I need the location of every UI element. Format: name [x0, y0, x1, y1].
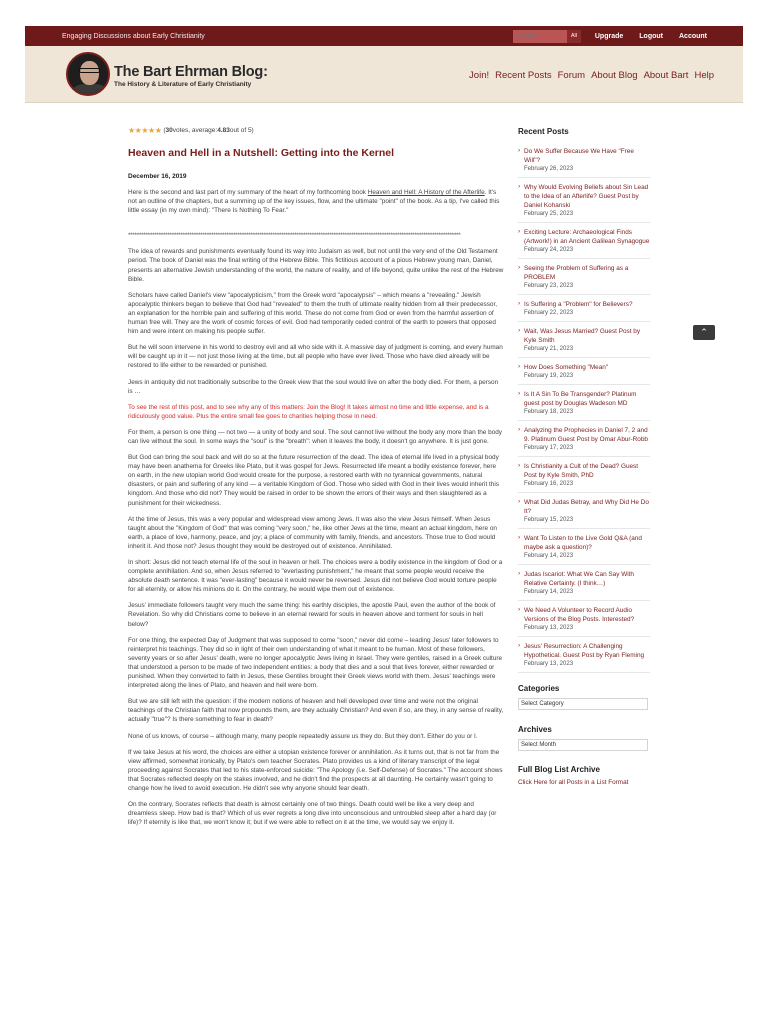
recent-post-item: [518, 385, 650, 421]
scroll-to-top-button[interactable]: [693, 325, 715, 340]
chevron-right-icon: ›: [518, 534, 521, 541]
nav-join[interactable]: Join!: [469, 70, 490, 81]
recent-post-date: February 22, 2023: [524, 310, 574, 316]
post-paragraph: If we take Jesus at his word, the choices are either a utopian existence forever or annihilation. As it turns out, that is not far from the view affirmed, somewhat ironically, by Plato's own teacher Socrates. Plato provides us a kind of literary transcript of the legal proceeding against Socrates that led to his state-enforced suicide: "The Apology (i.e. Self-Defense) of Socrates." The account shows that Socrates reflected deeply on the stakes involved, and he didn't find the prospects at all daunting. He certainly wasn't going to change how he lived to avoid execution. He didn't see why anyone should fear death.: [128, 748, 503, 792]
rating-stars-icon[interactable]: ★★★★★: [128, 125, 162, 135]
nav-forum[interactable]: Forum: [557, 70, 586, 81]
logout-link[interactable]: Logout: [639, 32, 663, 40]
recent-post-date: February 19, 2023: [524, 373, 574, 379]
chevron-up-icon: ⌃: [700, 327, 708, 337]
post-paragraph: But we are still left with the question: if the modern notions of heaven and hell developed over time and were not the original teachings of the Christian faith that now propounds them, are they actually Christian? And even if so, are they, in any sense of reality, actually "true"? Is there something to fear in death?: [128, 698, 504, 724]
recent-post-item: [518, 529, 650, 565]
chevron-right-icon: ›: [518, 147, 521, 154]
post-paragraph: The idea of rewards and punishments eventually found its way into Judaism as well, but not until the very end of the Old Testament period. The book of Daniel was the final writing of the Hebrew Bible. This fictitious account of a pious Hebrew young man, Daniel, presents an alternative Jewish understanding of the world, the nature of reality, and of life beyond, quite unlike the rest of the Hebrew Bible.: [128, 248, 504, 283]
categories-heading: Categories: [518, 684, 560, 693]
upgrade-link[interactable]: Upgrade: [594, 32, 624, 40]
post-paragraph: Scholars have called Daniel's view "apocalypticism," from the Greek word "apocalypsis" – which means a "revealing." Jewish apocalyptic thinkers began to believe that God had "revealed" to them the truth of ultimate reality hidden from all their predecessor, an explanation for the horrible pain and suffering of this world. These do not come from God or even from the harmful assertion of human free will. They are the work of cosmic forces of evil. God had temporarily ceded control of the earth to powers that opposed him and were intent on making his people suffer.: [128, 291, 498, 336]
recent-post-date: February 16, 2023: [524, 481, 574, 487]
post-intro: [128, 188, 504, 215]
recent-post-date: February 13, 2023: [524, 661, 574, 667]
post-date: December 16, 2019: [128, 173, 187, 180]
site-subtitle: The History & Literature of Early Christianity: [114, 81, 252, 88]
recent-post-item: [518, 259, 650, 295]
author-photo-face: [80, 61, 99, 85]
chevron-right-icon: ›: [518, 327, 521, 334]
search-input[interactable]: [513, 30, 567, 43]
recent-post-date: February 17, 2023: [524, 445, 574, 451]
rating-count: 30: [165, 126, 173, 134]
site-tagline: Engaging Discussions about Early Christianity: [62, 32, 205, 40]
recent-post-item: [518, 493, 650, 529]
recent-post-link[interactable]: Analyzing the Prophecies in Daniel 7, 2 and 9. Platinum Guest Post by Omar Abur-Robb: [524, 427, 648, 443]
post-paragraph: For them, a person is one thing — not two — a unity of body and soul. The soul cannot live without the body any more than the body can live without the soul. In some ways the "soul" is the "breath": when it leaves the body, it doesn't go anywhere. It is just gone.: [128, 428, 502, 445]
post-body: [128, 188, 504, 827]
site-title[interactable]: The Bart Ehrman Blog:: [114, 64, 268, 80]
nav-about-blog[interactable]: About Blog: [591, 70, 638, 81]
post-paragraph: But God can bring the soul back and will do so at the future resurrection of the dead. The idea of eternal life lived in a physical body may have been anathema for Greeks like Plato, but it was gospel for Jews. Resurrected life meant a bodily existence forever, here on earth, in the new utopian world God would create for the purpose, a restored earth with no tyrannical governments, natural disasters, or pain and suffering of any kind — a veritable Kingdom of God. Those who sided with God in their lives would inherit this kingdom. And those who did not? They would be raised in order to be shown the errors of their ways and then slaughtered as a punishment for their wickedness.: [128, 454, 499, 507]
recent-post-link[interactable]: Judas Iscariot: What We Can Say With Relative Certainty. (I think…): [524, 571, 634, 587]
recent-posts-heading: Recent Posts: [518, 127, 569, 136]
post-paragraph: On the contrary, Socrates reflects that death is almost certainly one of two things. Death could well be like a very deep and dreamless sleep. How bad is that? Which of us ever regrets a long dive into unconscious and untroubled sleep after a hard day (or life)? If eternity is like that, we won't know it; but if we were able to reflect on it at the time, we would say we enjoy it.: [128, 801, 497, 827]
recent-post-item: [518, 565, 650, 601]
site-header: [25, 46, 743, 103]
chevron-right-icon: ›: [518, 570, 521, 577]
intro-text-a: Here is the second and last part of my summary of the heart of my forthcoming book: [128, 189, 368, 196]
recent-post-item: [518, 637, 650, 673]
main-nav: [463, 70, 714, 81]
nav-help[interactable]: Help: [694, 70, 714, 81]
top-bar: [25, 26, 743, 46]
post-rating: [128, 125, 504, 135]
recent-post-item: [518, 142, 650, 178]
intro-text-b: . It's not an outline of the chapters, but a summing up of the key issues, flow, and the ultimate "point" of the book. As a tip, I've called this little essay (in my own mind): "There Is Nothing To Fear.": [128, 189, 500, 215]
post-paragraph: Jews in antiquity did not traditionally subscribe to the Greek view that the soul would live on after the body died. For them, a person is …: [128, 378, 499, 395]
recent-post-link[interactable]: Is Christianity a Cult of the Dead? Guest Post by Kyle Smith, PhD: [524, 463, 639, 479]
recent-post-item: [518, 421, 650, 457]
recent-post-date: February 25, 2023: [524, 211, 574, 217]
recent-post-date: February 14, 2023: [524, 589, 574, 595]
recent-post-link[interactable]: What Did Judas Betray, and Why Did He Do It?: [524, 499, 649, 515]
recent-post-item: [518, 322, 650, 358]
post-paragraph: None of us knows, of course – although many, many people repeatedly assure us they do. But they don't. Either do you or I.: [128, 732, 478, 740]
chevron-right-icon: ›: [518, 228, 521, 235]
recent-post-link[interactable]: How Does Something "Mean": [524, 364, 609, 371]
author-photo-shirt: [72, 84, 108, 96]
chevron-right-icon: ›: [518, 426, 521, 433]
rating-prefix: (: [163, 126, 166, 134]
post-paragraph: At the time of Jesus, this was a very popular and widespread view among Jews. It was also the view Jesus himself. When Jesus taught about the "Kingdom of God" that was coming "very soon," he, like other Jews at the time, meant an actual kingdom, here on earth, a place of love, harmony, peace, and joy; a place of community with family, friends, and ancestors. Those true to God would inherit it. And those not? Jesus thought they would be destroyed out of existence. Annihilated.: [128, 515, 497, 550]
search-scope-button[interactable]: All: [567, 30, 581, 43]
archives-heading: Archives: [518, 725, 552, 734]
nav-recent-posts[interactable]: Recent Posts: [495, 70, 552, 81]
recent-post-link[interactable]: Jesus' Resurrection: A Challenging Hypothetical. Guest Post by Ryan Fleming: [524, 643, 645, 659]
post-paragraph: But he will soon intervene in his world to destroy evil and all who side with it. A massive day of judgment is coming, and every human will be caught up in it — not just those living at the time, but all people who have ever lived. Those who have died already will be restored to life either to be rewarded or punished.: [128, 344, 503, 370]
recent-post-date: February 24, 2023: [524, 247, 574, 253]
recent-post-item: [518, 295, 650, 322]
separator-line: ********************************************************************************************************************************************************: [128, 232, 461, 240]
chevron-right-icon: ›: [518, 183, 521, 190]
author-photo[interactable]: [66, 52, 110, 96]
post-title: Heaven and Hell in a Nutshell: Getting into the Kernel: [128, 147, 395, 159]
sidebar: [518, 127, 650, 786]
full-blog-heading: Full Blog List Archive: [518, 765, 600, 774]
recent-post-link[interactable]: Do We Suffer Because We Have "Free Will"?: [524, 148, 634, 164]
account-link[interactable]: Account: [679, 32, 707, 40]
post-paragraph: For one thing, the expected Day of Judgment that was supposed to come "soon," never did come – leading Jesus' later followers to reinterpret his teachings. They did so in light of their own understanding of what it meant to be human. Most of these followers, seventy years or so after Jesus' death, were no longer apocalyptic Jews living in Israel. They were gentiles, raised in a Greek culture that understood a person to be made of two independent entities: a body that dies and a soul that lives forever, either rewarded or punished. When they converted to faith in Jesus, these Gentiles brought their Greek views world with them. Jesus' teachings were interpreted along the lines of Plato, and heaven and hell were born.: [128, 636, 503, 690]
chevron-right-icon: ›: [518, 390, 521, 397]
chevron-right-icon: ›: [518, 363, 521, 370]
recent-post-link[interactable]: Exciting Lecture: Archaeological Finds (Artwork!) in an Ancient Galilean Synagogue: [524, 229, 650, 245]
recent-post-link[interactable]: Wait, Was Jesus Married? Guest Post by Kyle Smith: [524, 328, 641, 344]
post-content: [128, 125, 504, 827]
post-paragraph: Jesus' immediate followers taught very much the same thing: his earthly disciples, the apostle Paul, even the author of the book of Revelation. So why did Christians come to believe in an eternal reward for souls in heaven above and torment for souls in hell below?: [128, 602, 496, 628]
recent-post-link[interactable]: Is Suffering a "Problem" for Believers?: [524, 301, 633, 308]
recent-post-link[interactable]: Is It A Sin To Be Transgender? Platinum guest post by Douglas Wadeson MD: [524, 391, 637, 407]
archives-select[interactable]: Select Month: [518, 739, 648, 751]
chevron-right-icon: ›: [518, 300, 521, 307]
rating-mid: votes, average:: [172, 126, 218, 134]
chevron-right-icon: ›: [518, 462, 521, 469]
chevron-right-icon: ›: [518, 498, 521, 505]
recent-post-link[interactable]: We Need A Volunteer to Record Audio Versions of the Blog Posts. Interested?: [524, 607, 635, 623]
nav-about-bart[interactable]: About Bart: [643, 70, 689, 81]
recent-post-date: February 23, 2023: [524, 283, 574, 289]
full-blog-list-link[interactable]: Click Here for all Posts in a List Format: [518, 779, 629, 786]
join-blog-notice[interactable]: To see the rest of this post, and to see why any of this matters: Join the Blog! It takes almost no time and little expense, and is a ridiculously good value. Plus the entire small fee goes to charities helping those in need.: [128, 403, 489, 420]
recent-post-date: February 26, 2023: [524, 166, 574, 172]
recent-post-link[interactable]: Want To Listen to the Live Gold Q&A (and maybe ask a question)?: [524, 535, 642, 551]
recent-post-item: [518, 358, 650, 385]
category-select[interactable]: Select Category: [518, 698, 648, 710]
book-link[interactable]: Heaven and Hell: A History of the Afterlife: [367, 189, 485, 196]
recent-post-item: [518, 223, 650, 259]
rating-average: 4.83: [217, 126, 230, 134]
rating-suffix: out of 5): [229, 126, 254, 134]
author-photo-glasses: [79, 68, 100, 73]
chevron-right-icon: ›: [518, 606, 521, 613]
chevron-right-icon: ›: [518, 264, 521, 271]
recent-post-link[interactable]: Why Would Evolving Beliefs about Sin Lead to the Idea of an Afterlife? Guest Post by Daniel Kohanski: [524, 184, 649, 209]
chevron-right-icon: ›: [518, 642, 521, 649]
recent-post-date: February 15, 2023: [524, 517, 574, 523]
recent-post-item: [518, 601, 650, 637]
recent-post-date: February 21, 2023: [524, 346, 574, 352]
recent-post-item: [518, 457, 650, 493]
recent-post-link[interactable]: Seeing the Problem of Suffering as a PROBLEM: [524, 265, 629, 281]
recent-post-date: February 13, 2023: [524, 625, 574, 631]
recent-posts-list: [518, 142, 650, 673]
recent-post-date: February 14, 2023: [524, 553, 574, 559]
post-paragraph: In short: Jesus did not teach eternal life of the soul in heaven or hell. The choices were a bodily existence in the kingdom of God or a complete annihilation. And so, when Jesus referred to "everlasting punishment," he meant that some people would receive the absolute death sentence. It was "ever-lasting" because it would never be reversed. Jesus did not believe God would torture people for all eternity, or allow his minions do it. On the contrary, he would wipe them out of existence.: [128, 559, 503, 594]
recent-post-item: [518, 178, 650, 223]
recent-post-date: February 18, 2023: [524, 409, 574, 415]
